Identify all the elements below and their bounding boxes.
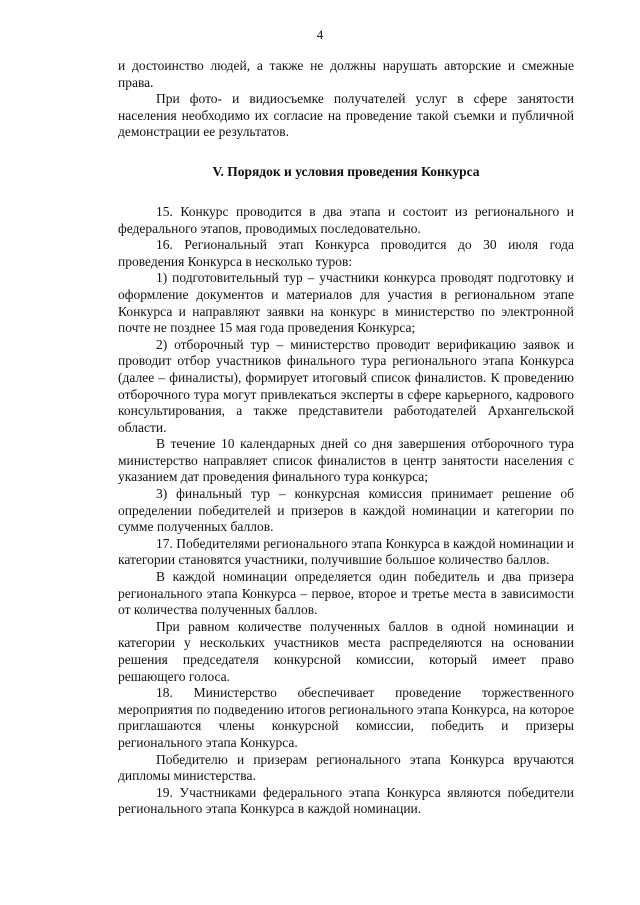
paragraph: и достоинство людей, а также не должны нарушать авторские и смежные права. bbox=[118, 58, 574, 90]
paragraph: 3) финальный тур – конкурсная комиссия принимает решение об определении победителей и призеров в каждой номинации и категории по сумме полученных баллов. bbox=[118, 486, 574, 535]
paragraph: 18. Министерство обеспечивает проведение торжественного мероприятия по подведению итогов регионального этапа Конкурса, на которое приглашаются члены конкурсной комиссии, победить и призеры регионального этапа Конкурса. bbox=[118, 685, 574, 750]
section-title: V. Порядок и условия проведения Конкурса bbox=[212, 163, 480, 179]
paragraph: Победителю и призерам регионального этапа Конкурса вручаются дипломы министерства. bbox=[118, 751, 574, 784]
document-body bbox=[118, 58, 574, 818]
paragraph: В каждой номинации определяется один победитель и два призера регионального этапа Конкурса – первое, второе и третье места в зависимости от количества полученных баллов. bbox=[118, 569, 574, 618]
paragraph: 16. Региональный этап Конкурса проводится до 30 июля года проведения Конкурса в несколько туров: bbox=[118, 237, 574, 269]
paragraph: 17. Победителями регионального этапа Конкурса в каждой номинации и категории становятся участники, получившие большое количество баллов. bbox=[118, 535, 574, 568]
page-number: 4 bbox=[316, 27, 324, 42]
paragraph: При равном количестве полученных баллов в одной номинации и категории у нескольких участников места распределяются на основании решения председателя конкурсной комиссии, который имеет право решающего голоса. bbox=[118, 618, 574, 684]
paragraph: 15. Конкурс проводится в два этапа и состоит из регионального и федерального этапов, проводимых последовательно. bbox=[118, 203, 574, 236]
paragraph: В течение 10 календарных дней со дня завершения отборочного тура министерство направляет список финалистов в центр занятости населения с указанием дат проведения финального тура конкурса; bbox=[118, 436, 574, 485]
paragraph: 19. Участниками федерального этапа Конкурса являются победители регионального этапа Конкурса в каждой номинации. bbox=[118, 784, 574, 817]
paragraph: 2) отборочный тур – министерство проводит верификацию заявок и проводит отбор участников финального тура регионального этапа Конкурса (далее – финалисты), формирует итоговый список финалистов. К проведению отборочного тура могут привлекаться эксперты в сфере карьерного, кадрового консультирования, а также представители работодателей Архангельской области. bbox=[118, 336, 574, 435]
paragraph: При фото- и видиосъемке получателей услуг в сфере занятости населения необходимо их согласие на проведение такой съемки и публичной демонстрации ее результатов. bbox=[118, 91, 574, 140]
paragraph: 1) подготовительный тур – участники конкурса проводят подготовку и оформление документов и материалов для участия в региональном этапе Конкурса и направляют заявки на конкурс в министерство по электронной почте не позднее 15 мая года проведения Конкурса; bbox=[118, 270, 574, 336]
